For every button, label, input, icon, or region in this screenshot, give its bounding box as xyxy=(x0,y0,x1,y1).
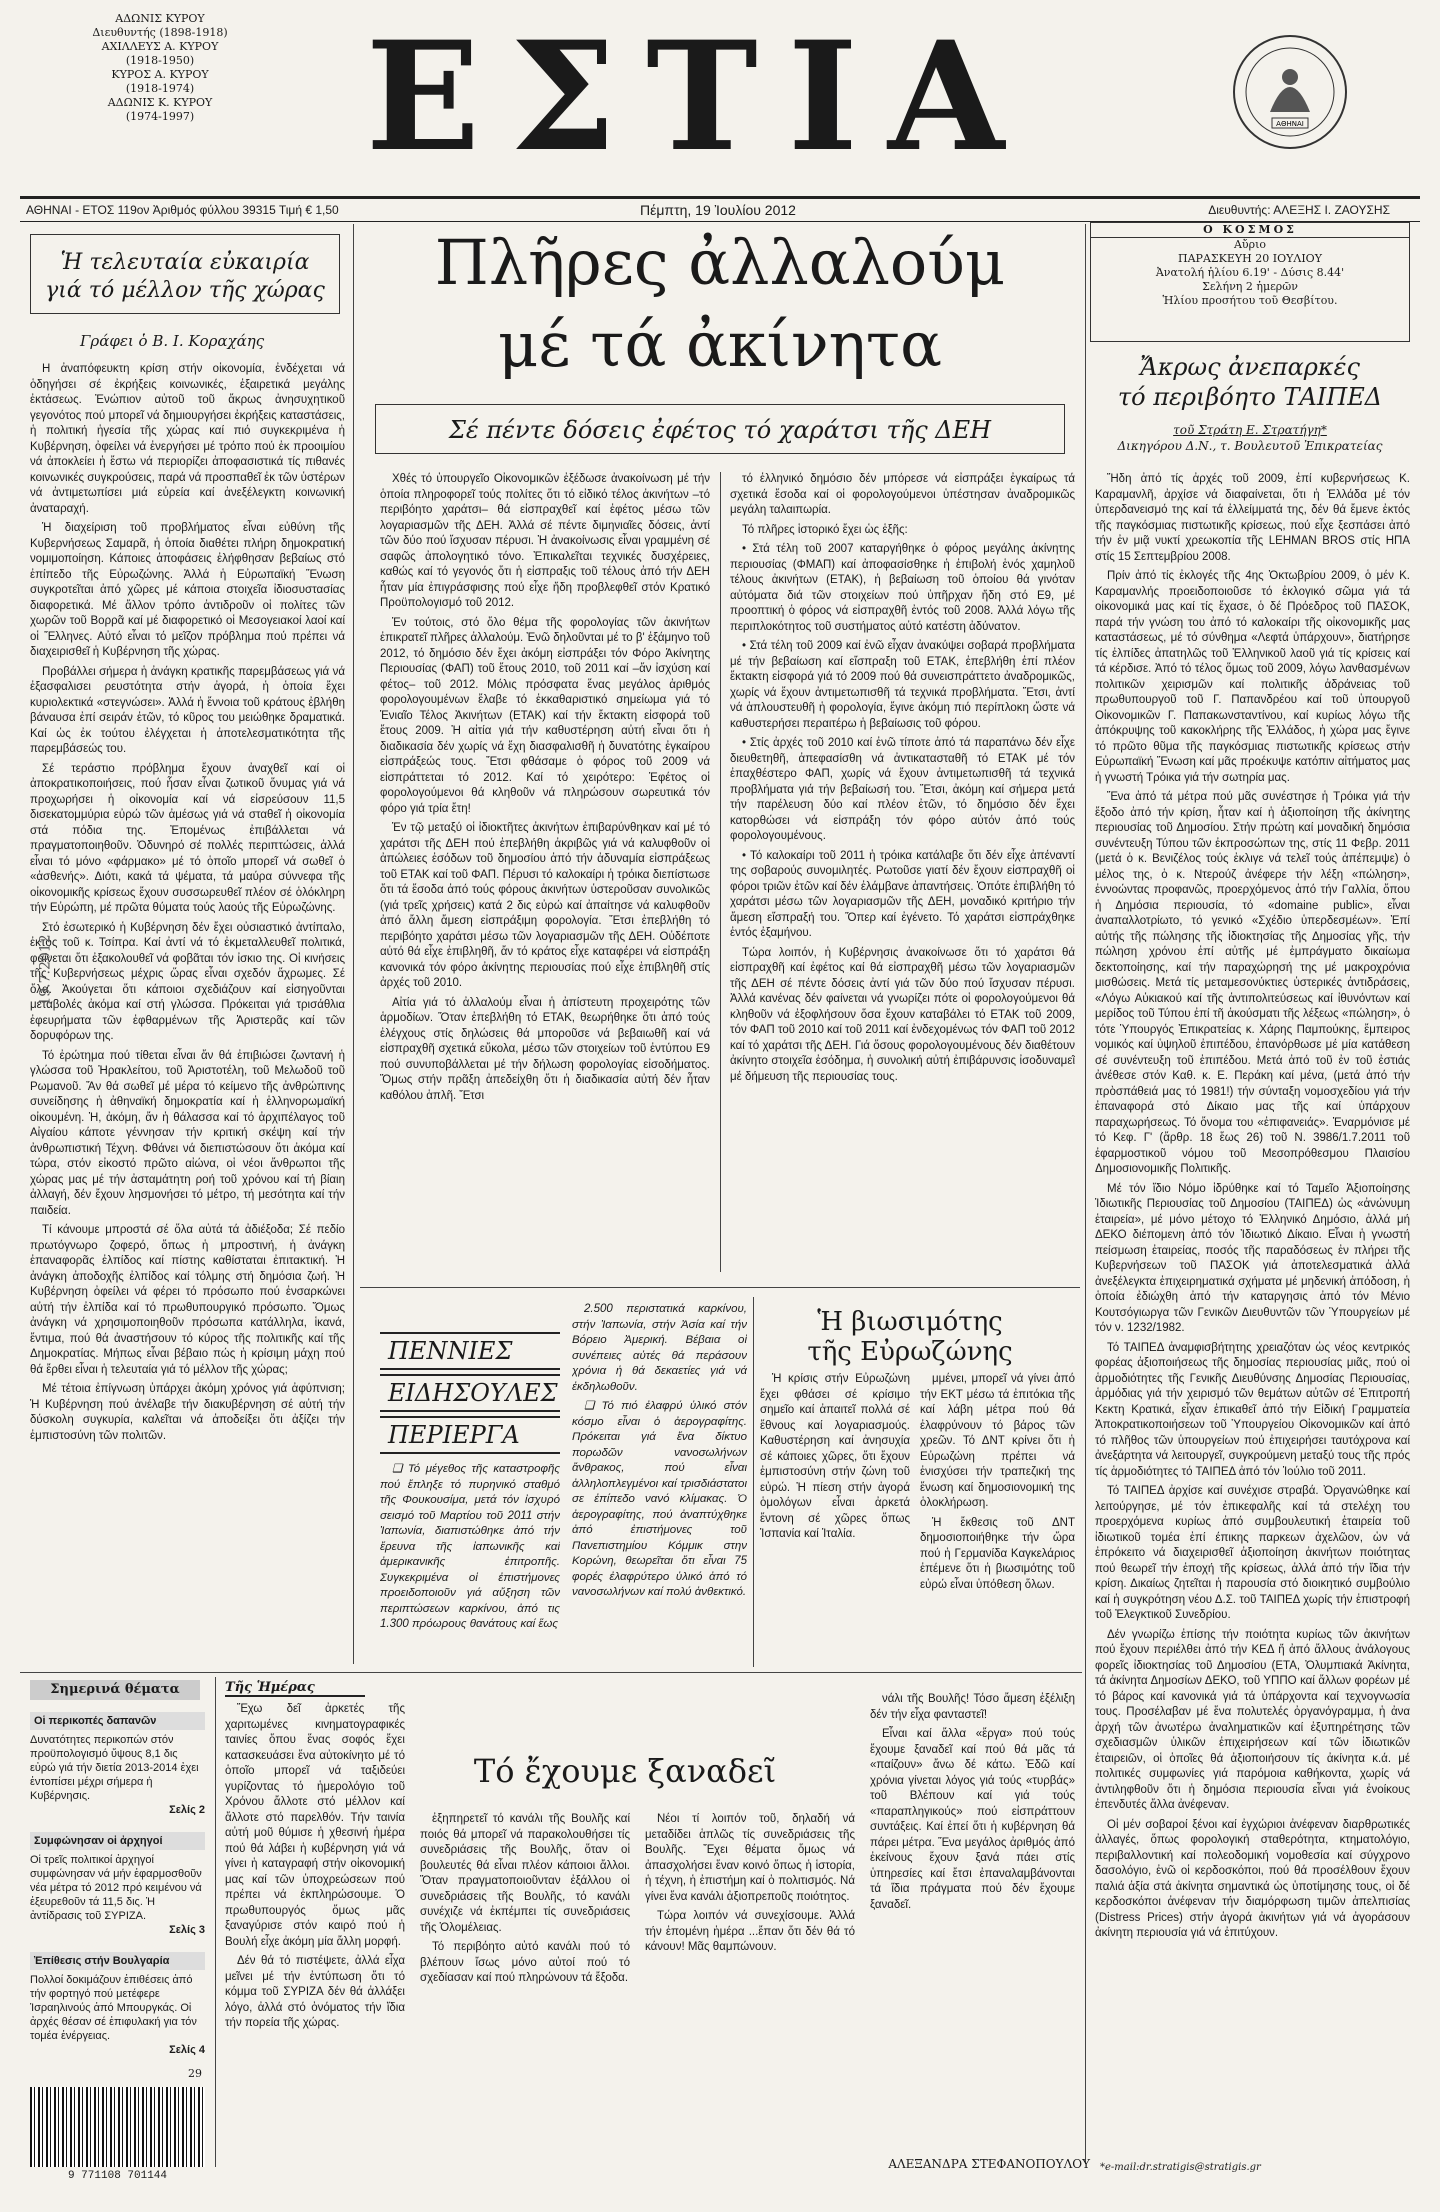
left-article-byline: Γράφει ὁ Β. Ι. Κοραχάης xyxy=(80,332,265,350)
main-subhead: Σέ πέντε δόσεις ἐφέτος τό χαράτσι τῆς ΔΕΗ xyxy=(375,404,1065,454)
paragraph: Χθές τό ὑπουργεῖο Οἰκονομικῶν ἐξέδωσε ἀνακοίνωση μέ τήν ὁποία πληροφορεῖ τούς πολίτες ὅτι τό εἰδικό τέλος ἀκινήτων –τό περιβόητο χαράτσι– θά εἰσπραχθεῖ καί ἐφέτος μέσω τῶν λογαριασμῶν τῆς ΔΕΗ. Ἀλλά σέ πέντε διμηνιαῖες δόσεις, ἀντί τῶν δύο πού ἴσχυσαν πέρυσι. Ἡ ἀνακοίνωσις εἶναι γραμμένη σέ σαφῶς ἀπολογητικό τόνο. Ἐπικαλεῖται τεχνικές δυσχέρειες, καθώς καί τό γεγονός ὅτι ἡ εἰσπραξις τοῦ τέλους ἀπό τήν ΔΕΗ ἦταν μία ἐπιγράσφισης πού εἶχε ἤδη προβλεφθεῖ στόν Κρατικό Προϋπολογισμό τοῦ 2012. xyxy=(380,473,710,609)
founder-line: ΑΧΙΛΛΕΥΣ Α. ΚΥΡΟΥ xyxy=(101,40,219,53)
side-date: 19.7.2012 xyxy=(37,934,54,1006)
right-article-headline xyxy=(1090,352,1410,412)
headline-line: Ἡ τελευταία εὐκαιρία xyxy=(60,250,310,275)
paragraph: • Τό καλοκαίρι τοῦ 2011 ἡ τρόικα κατάλαβε ὅτι δέν εἶχε ἀπέναντί της σοβαρούς συνομιλητές. Ρωτοῦσε γιατί δέν ἔχουν εἰσπραχθῆ οἱ φόροι τριῶν ἐτῶν καί δέν ἐλάμβανε ἀπαντήσεις. Ὁπότε ἐπιβλήθη τό χαράτσι μέσω τῶν λογαριασμῶν τῆς ΔΕΗ, μοναδικό κριτήριο τήν ἄμεση εἴσπραξή του. Ὅπερ καί ἐγένετο. Τό χαράτσι εἰσπράχθηκε ἐντός ἐξαμήνου. xyxy=(730,849,1075,939)
paragraph: Ἡ διαχείριση τοῦ προβλήματος εἶναι εὐθύνη τῆς Κυβερνήσεως Σαμαρᾶ, ἡ ὁποία διαθέτει πλήρη δημοκρατική νομιμοποίηση. Κάποιες ἀποφάσεις ἐλήφθησαν βεβαίως στό ἐπίπεδο τῆς Εὐρωζώνης. Ἀλλά ἡ Εὐρωπαϊκή Ἕνωση συγκροτεῖται ἀπό χῶρες μέ κάποια στοιχεῖα ἰδιοσυστασίας διαφορετικά. Μέ ἄλλον τρόπο ἀντιδροῦν οἱ πολίτες τῶν χωρῶν τοῦ Βορρᾶ καί μέ διαφορετικό οἱ Μεσογειακοί λαοί καί οἱ Ἕλληνες. Αὐτό εἶναι τό μεῖζον πρόβλημα πού πρέπει νά διαχειρισθεῖ ἡ Κυβέρνηση τῆς χώρας. xyxy=(30,522,345,658)
column-divider xyxy=(353,224,354,1664)
issue-number: 29 xyxy=(188,2067,202,2080)
newspaper-page xyxy=(20,9,1420,2182)
main-headline xyxy=(360,222,1080,386)
almanac-line: Ἀνατολή ἡλίου 6.19' - Δύσις 8.44' xyxy=(1155,266,1345,279)
author-name: τοῦ Στράτη Ε. Στρατήγη* xyxy=(1173,423,1327,437)
headline-line: γιά τό μέλλον τῆς χώρας xyxy=(45,278,325,303)
topic-text: Πολλοί δοκιμάζουν ἐπιθέσεις ἀπό τήν φορτηγό πού μετέφερε Ἰσραηλινούς ἀπό Μπουργκάς. Οἱ ἀρχές θέσαν σέ ἐπιφυλακή για τόν τομέα ἐνέργειας. xyxy=(30,1974,197,2042)
seal-label: ΑΘΗΝΑΙ xyxy=(1276,120,1304,128)
paragraph: Ἤδη ἀπό τίς ἀρχές τοῦ 2009, ἐπί κυβερνήσεως Κ. Καραμανλῆ, ἀρχίσε νά διαφαίνεται, ὅτι ἡ Ἑλλάδα μέ τόν ὑπερδανεισμό της καί τά ἐλλείμματά της, δέν θά ἔμενε ἐκτός τῆς παγκόσμιας πιστωτικῆς κρίσεως, πού εἶχε ξεσπάσει ἀπό τήν ἐν μιᾷ νυκτί χρεωκοπία τῆς LEHMAN BROS στίς ΗΠΑ στίς 15 Σεπτεμβρίου 2008. xyxy=(1095,473,1410,563)
paragraph: Τό ΤΑΙΠΕΔ ἀναμφισβήτητης χρειαζόταν ὡς νέος κεντρικός φορέας ἀξιοποιήσεως τῆς δημοσίας περιουσίας μιᾶς, πού οἱ ἁρμοδιότητες τῆς Γενικῆς Διευθύνσης Δημοσίας Περιουσίας, ἁρμόδιας γιά τήν χειρισμό τῶν θεμάτων αὐτῶν σέ Ἐπιτροπή Κεκτη Κρατικά, εἶχαν ἐπικαθεῖ ἀπό τήν Εἰδική Γραμματεία Ἀποκρατικοποιήσεων τοῦ Ὑπουργείου Οἰκονομικῶν καί ἀπό τό πλῆθος τῶν ὑπουργείων πού ἐπιχειρήσει ταυτόχρονα καί ἀνεξάρτητα νά λειτουργεῖ, συγκρούμενη μεταξύ τους τῆς πρός τίς ἁρμοδιότητες τό ΤΑΙΠΕΔ ἀπό τόν Ἰούλιο τοῦ 2011. xyxy=(1095,1341,1410,1478)
right-article-body xyxy=(1095,472,1410,2152)
headline-line: Πλῆρες ἀλλαλούμ xyxy=(434,226,1006,299)
bottom-col4 xyxy=(870,1692,1075,2152)
section-divider xyxy=(360,1287,1080,1288)
left-article-headline xyxy=(30,234,340,314)
pennies-section-title xyxy=(380,1332,560,1458)
paragraph: Σέ τεράστιο πρόβλημα ἔχουν ἀναχθεῖ καί οἱ ἀποκρατικοποιήσεις, πού ἦσαν εἶναι ζωτικοῦ ὅνυμας γιά νά προχωρήσει ἡ οἰκονομία καί νά εἰσρεύσουν 11,5 δισεκατομμύρια εὐρώ τῶν ἀμέσως γιά νά σταθεῖ ἡ οἰκονομία στά πόδια της. Ἐπομένως ἐπιβάλλεται νά πραγματοποιηθοῦν. Ὀδυνηρό σέ πολλές περιπτώσεις, ἀλλά εἶναι τό μόνο «φάρμακο» μέ τό ὁποῖο μπορεῖ νά σωθεῖ ὁ «ἀσθενής». Διότι, κακά τά ψέματα, τά μαύρα σύννεφα τῆς οἰκονομικῆς κρίσεως ἔχουν συσσωρευθεῖ πλέον σέ ὁλόκληρη τήν Εὐρώπη, μέ πρῶτα θύματα τούς λαούς τῆς Εὐρωζώνης. xyxy=(30,762,345,914)
paragraph: • Στά τέλη τοῦ 2009 καί ἐνῶ εἶχαν ἀνακύψει σοβαρά προβλήματα μέ τήν βεβαίωση καί εἴσπραξη τοῦ ΕΤΑΚ, ἐπεβλήθη ἐπί πλέον ἔκτακτη εἰσφορά γιά τό 2009 πού θά συνεισπράττετο ἀναδρομικῶς, χωρίς νά ἔχουν ἀντιμετωπισθῆ τά τεχνικά προβλήματα. Ἔτσι, ἀντί νά ἁπλουστευθῆ ἡ φορολογία, ἔγινε ἀκόμη πιό περίπλοκη ὥστε νά καθυστερήσει περαιτέρω ἡ βεβαίωσις τοῦ φόρου. xyxy=(730,640,1075,730)
paragraph: Δέν γνωρίζω ἐπίσης τήν ποιότητα κυρίως τῶν ἀκινήτων πού ἔχουν περιέλθει ἀπό τήν ΚΕΔ ἤ ἀπό ἄλλους ἀνάλογους φορεῖς ἰδιοκτησίας τοῦ Δημοσίου (ΕΤΑ, Ὀλυμπιακά Ἀκίνητα, τά ἀκίνητα Δημοσίων ΔΕΚΟ, τοῦ ΥΠΠΟ καί ἄλλων φορέων μέ τό βάρος καί κανονικά γιά τά ὑπάρχοντα καί τεχνογνωσία τους. Προσέλαβαν μέ ἕνα πολυτελές ὀργανόγραμμα, ἡ ἀνα ἀρχή τῶν ἀνωτέρω ἀναληματικῶν καί ἐξυπηρέτησης τῶν σχεδιασμῶν ὑλικῶν ἐπιχειρήσεων καί τῶν ἰδιωτικῶν ἐταιρειῶν, οἱ ὁποῖες θά ἀξιοποιήσουν τίς ἀκίνητα κ.ά. μέ πολιτικές συμφωνίες γιά παρόμοια καθήκοντα, χωρίς νά ἀντιληφθοῦν ὅτι ἡ δημόσια περιουσία εἶναι γιά ἐνοίκους ἐπενδυτές ἄλλα ἀνέφεναν. xyxy=(1095,1628,1410,1811)
issue-info: ΑΘΗΝΑΙ - ΕΤΟΣ 119ον Ἀριθμός φύλλου 39315 Τιμή € 1,50 xyxy=(26,203,339,217)
paragraph: Τό περιβόητο αὐτό κανάλι πού τό βλέπουν ἴσως μόνο αὐτοί πού τό σχεδίασαν καί πού πληρώνουν τά ἔξοδα. xyxy=(420,1941,630,1984)
column-divider xyxy=(1085,224,1086,2164)
author-email: *e-mail:dr.stratigis@stratigis.gr xyxy=(1100,2162,1261,2173)
paragraph: • Στίς ἀρχές τοῦ 2010 καί ἐνῶ τίποτε ἀπό τά παραπάνω δέν εἶχε διευθετηθῆ, ἀπεφασίσθη νά ἀντικατασταθῆ τό ΕΤΑΚ μέ τόν ἐπαχθέστερο ΦΑΠ, χωρίς νά ἔχουν ἀντιμετωπισθῆ τά τεχνικά προβλήματα γιά τήν βεβαίωσή του. Ἔτσι, ἀκόμη καί σήμερα μετά τήν παρέλευση δύο καί πλέον ἐτῶν, τό δημόσιο δέν ἔχει κατορθώσει νά εἰσπράξη τόν φόρο αὐτόν ἀπό τούς φορολογουμένους. xyxy=(730,737,1075,842)
headline-line: μέ τά ἀκίνητα xyxy=(498,308,942,381)
topic-category: Ἐπίθεσις στήν Βουλγαρία xyxy=(30,1952,205,1970)
almanac-line: Αὔριο xyxy=(1233,238,1267,251)
column-divider xyxy=(215,1677,216,2167)
paragraph: Μέ τόν ἴδιο Νόμο ἱδρύθηκε καί τό Ταμεῖο Ἀξιοποίησης Ἰδιωτικῆς Περιουσίας τοῦ Δημοσίου (ΤΑΙΠΕΔ) ὡς «ἀνώνυμη ἑταιρεία», μέ μόνο μέτοχο τό Ἑλληνικό Δημόσιο, ἀλλά μή ΔΕΚΟ διέπομενη ἀπό τόν Ἰδιωτικό Δίκαιο. Εἶναι ἡ γνωστή πείσμωση ἐταιρείας, ποσός τῆς παραδόσεως ἐν πλήρει τῆς Κυβερνήσεων τοῦ ΠΑΣΟΚ γιά ἀποτελεσματικά ἀλλά ἀνεξέλεγκτα ἐπιχειρηματικά σχήματα μέ μηδενική ἀπόδοση, ἡ ὁποία ἐδιώχθη ἀπό τήν καταργησις ἀπό τόν Μένιο Κουτσόγιωργα τῶν Γενικῶν Διευθυντῶν τῶν Ὑπουργείων μέ τόν ν. 1232/1982. xyxy=(1095,1182,1410,1334)
paragraph: Εἶναι καί ἄλλα «ἔργα» πού τούς ἔχουμε ξαναδεῖ καί πού θά μᾶς τά «παίζουν» ἄνω δέ κάτω. Ἐδῶ καί χρόνια γίνεται λόγος γιά τούς «τυρβάς» τοῦ Βλέπουν καί γιά τούς «παραπληγικούς» πού εἰσπράττουν συντάξεις. Καί ἐπεί ὅτι ἡ κυβέρνηση θά πάρει μέτρα. Ἕνα μεγάλος ἀριθμός ἀπό ἐκείνους ἔχουν ξανά πάει στίς ὑπηρεσίες καί ἔτσι ἐπαναλαμβάνονται τά ἴδια πράγματα πού δέν ἔχουμε ξαναδεῖ. xyxy=(870,1728,1075,1911)
topic-category: Οἱ περικοπές δαπανῶν xyxy=(30,1712,205,1730)
founders-list xyxy=(60,12,260,124)
paragraph: Τώρα λοιπόν νά συνεχίσουμε. Ἀλλά τήν ἑπομένη ἡμέρα ...ἔπαν ὅτι δέν θά τό κάνουν! Μᾶς θαμπώνουν. xyxy=(645,1910,855,1953)
founder-line: (1974-1997) xyxy=(125,110,195,123)
pennies-col1 xyxy=(380,1462,560,1662)
paragraph: Δέν θά τό πιστέψετε, ἀλλά εἶχα μεῖνει μέ τήν ἐντύπωση ὅτι τό κόμμα τοῦ ΣΥΡΙΖΑ δέν θά ἀλλάξει λόγο, ἀλλά στό ὀνόματος τήν ἴδια τήν πορεία τῆς χώρας. xyxy=(225,1955,405,2029)
topic-text: Οἱ τρεῖς πολιτικοί ἀρχηγοί συμφώνησαν νά μήν ἐφαρμοσθοῦν νέα μέτρα τό 2012 πρό κειμένου νά ἐξευρεθοῦν τά 11,5 δις. Ἡ ἀντίδρασις τοῦ ΣΥΡΙΖΑ. xyxy=(30,1854,202,1922)
bottom-col1 xyxy=(225,1702,405,2152)
founder-line: ΑΔΩΝΙΣ Κ. ΚΥΡΟΥ xyxy=(107,96,213,109)
founder-line: ΑΔΩΝΙΣ ΚΥΡΟΥ xyxy=(115,12,205,25)
topic-item[interactable] xyxy=(30,1832,205,1937)
paragraph: Τό ΤΑΙΠΕΔ ἀρχίσε καί συνέχισε στραβά. Ὀργανώθηκε καί λειτούργησε, μέ τόν ἐπικεφαλῆς καί τά στελέχη του προερχόμενα κυρίως ἀπό συμβουλευτική ἑταιρεία τοῦ ἰδιωτικοῦ τομέα ἐπί έπικης παρκεων ἀχελῶον, ὡν νά ἐπρόκειτο νά διαχειρισθεῖ ἀξιοποίηση ἀκινήτων ποιότητας πού θεωρεῖ τήν ἐποχή τῆς κρίσεως, ἀλλά ἀπό τήν ἴδια τήν κρίση. Δικαίως ζητεῖται ἡ παρουσία στό διοικητικό συμβούλιο καί ἡ συγκρότηση νέου Δ.Σ. τοῦ ΤΑΙΠΕΔ χωρίς τήν ἐπιστροφή τοῦ Ἐλεγκτικοῦ Συνεδρίου. xyxy=(1095,1485,1410,1621)
bottom-col2 xyxy=(420,1812,630,2152)
eurozone-headline xyxy=(760,1307,1060,1367)
headline-line: Ἄκρως ἀνεπαρκές xyxy=(1140,353,1360,381)
topic-page: Σελίς 2 xyxy=(169,1804,205,1816)
topic-text: Δυνατότητες περικοπών στόν προϋπολογισμό ὕψους 8,1 δις εὐρώ γιά τήν διετία 2013-2014 ἐχει ἐντοπίσει μέχρι σήμερα ἡ Κυβέρνησις. xyxy=(30,1734,199,1802)
almanac-title: Ο ΚΟΣΜΟΣ xyxy=(1091,223,1409,238)
topic-page: Σελίς 3 xyxy=(169,1924,205,1936)
athens-seal-icon xyxy=(1230,32,1350,152)
paragraph: Ἐν τούτοις, στό ὅλο θέμα τῆς φορολογίας τῶν ἀκινήτων ἐπικρατεῖ πλῆρες ἀλλαλούμ. Ἐνῶ δηλοῦνται μέ το β' ἑξάμηνο τοῦ 2012, τό δημόσιο δέν ἔχει ἀκόμη εἰσπράξει τόν Φόρο Ἀκίνητης Περιουσίας (ΦΑΠ) τοῦ ἔτους 2010, τοῦ 2011 καί –ἄν ἰσχύση καί φέτος– τοῦ 2012. Μόλις πρόσφατα ἕνας μεγάλος ἀριθμός φορολογουμένων ἔλαβε τό ἐκκαθαριστικό σημείωμα γιά τό Ἑνιαῖο Τέλος Ἀκινήτων (ΕΤΑΚ) καί τήν ἔκτακτη εἰσφορά τοῦ ἔτους 2009. Ἡ αἰτία γιά τήν καθυστέρηση αὐτή εἶναι ὅτι ἡ διαδικασία δέν χωρίς νά ἔχη διασφαλισθῆ ἡ δυνατότης ἐγκαίρου εἰσπράξεώς τους. Ἔτσι φθάσαμε ὁ φόρος τοῦ 2009 νά εἰσπράττεται τό 2012. Καί τό χειρότερο: Ἐφέτος οἱ φορολογούμενοι θά κληθοῦν νά πληρώσουν σωρευτικά τόν φόρο γιά τρία ἔτη! xyxy=(380,616,710,815)
author-title: Δικηγόρου Δ.Ν., τ. Βουλευτοῦ Ἐπικρατείας xyxy=(1117,439,1383,453)
almanac-line: Σελήνη 2 ἡμερῶν xyxy=(1202,280,1298,293)
paragraph: • Στά τέλη τοῦ 2007 καταργήθηκε ὁ φόρος μεγάλης ἀκίνητης περιουσίας (ΦΜΑΠ) καί ἀποφασίσθηκε ἡ ἐπιβολή ἑνός χαμηλοῦ τέλους ἀκινήτων (ΕΤΑΚ), ἡ βεβαίωση τοῦ ὁποίου θά γινόταν αὐτόματα διά τῶν στοιχείων πού ὑπῆρχαν ἤδη στό Ε9, μέ προοπτική ὁ φόρος νά εἰσπραχθῆ ἐντός τοῦ 2008. Ἀλλά λόγω τῆς περιπλοκότητος τοῦ συστήματος αὐτό κατέστη ἀδύνατον. xyxy=(730,543,1075,633)
paragraph: Ἡ κρίσις στήν Εὐρωζώνη ἔχει φθάσει σέ κρίσιμο σημεῖο καί ἀπαιτεῖ πολλά σέ ἔθνους καί λογαριασμούς. Καθυστέρηση καί ἀνησυχία σέ κάποιες χῶρες, ὅτι ἔχουν ἐμπιστοσύνη στήν ζώνη τοῦ εὐρώ. Ἡ πίεση στήν ἀγορά ὁμολόγων εἶναι ἀρκετά ἔντονη σέ χῶρες ὅπως Ἰσπανία καί Ἰταλία. xyxy=(760,1373,910,1540)
article-signature: ΑΛΕΞΑΝΔΡΑ ΣΤΕΦΑΝΟΠΟΥΛΟΥ xyxy=(888,2157,1090,2171)
barcode-number: 9 771108 701144 xyxy=(67,2170,168,2182)
paragraph: Νέοι τί λοιπόν τοῦ, δηλαδή νά μεταδίδει ἁπλῶς τίς συνεδριάσεις τῆς Βουλῆς. Ἔχει θέματα ὅμως νά ἀπασχολήσει ἕναν κοινό ὅπως ἡ ἱστορία, ἡ τέχνη, ἡ ἐπιστήμη καί ὁ πολιτισμός. Νά γίνει ἕνα κανάλι ἀξιοπρεποῦς ποιότητος. xyxy=(645,1813,855,1903)
bottom-col3 xyxy=(645,1812,855,2152)
almanac-line: Ἡλίου προσήτου τοῦ Θεσβίτου. xyxy=(1162,294,1338,307)
info-bar xyxy=(20,196,1420,222)
column-divider xyxy=(720,472,721,1272)
column-tag: Τῆς Ἡμέρας xyxy=(225,1680,365,1697)
main-article-col2 xyxy=(730,472,1075,1272)
title-line: ΠΕΡΙΕΡΓΑ xyxy=(380,1416,560,1454)
paragraph: Τί κάνουμε μπροστά σέ ὅλα αὐτά τά ἀδιέξοδα; Σέ πεδίο πρωτόγνωρο ζοφερό, ὅπως ἡ μπροστινή, ἡ ἀνάγκη ἐπαναφορᾶς ἐλπίδος καί πίστης καθίσταται ἐπιτακτική. Ἡ ἀνάγκη ἀποδοχῆς ἐλπίδος καί τόλμης στή δημόσια ζωή. Ἡ Κυβέρνηση ὀφείλει νά φέρει τό πρόσωπο πού ἐνσαρκώνει αὐτή τήν ἐλπίδα καί τό πρωθυπουργικό πρόσωπο. Ὅμως ἀνάγκη νά χρησιμοποιηθοῦν πρόσωπα κατάλληλα, ἱκανά, ἔντιμα, πού θά ἀναστήσουν τό κύρος τῆς πολιτικῆς καί τῆς Δημοκρατίας. Μήπως εἶναι βέβαιο πώς ἡ κρίσιμη μάχη πού θά ἔρθει εἶναι ἡ τελευταία γιά τό μέλλον τῆς χώρας; xyxy=(30,1224,345,1376)
paragraph: 2.500 περιστατικά καρκίνου, στήν Ἰαπωνία, στήν Ἀσία καί τήν Βόρειο Ἀμερική. Βέβαια οἱ συνέπειες αὐτές θά περάσουν χρόνια ἡ θά δεκαετίες γιά νά ἐκδηλωθοῦν. xyxy=(572,1303,747,1393)
column-divider xyxy=(753,1297,754,1667)
todays-topics-title: Σημερινά θέματα xyxy=(30,1680,200,1700)
eurozone-col2 xyxy=(920,1372,1075,1662)
left-article-body xyxy=(30,362,345,1662)
paragraph: Τό πλῆρες ἱστορικό ἔχει ὡς ἑξῆς: xyxy=(742,523,908,536)
paragraph: Τώρα λοιπόν, ἡ Κυβέρνησις ἀνακοίνωσε ὅτι τό χαράτσι θά εἰσπραχθῆ καί ἐφέτος καί θά εἰσπραχθῆ μέσω τῶν λογαριασμῶν τῆς ΔΕΗ σέ πέντε δόσεις ἀντί γιά τῶν δύο πού ἴσχυσαν πέρυσι. Ἀλλά κανένας δέν φαίνεται νά γνωρίζει πότε οἱ φορολογούμενοι θά κληθοῦν νά ἐξοφλήσουν ὅσα ἔχουν καταβάλει τό ΕΤΑΚ τοῦ 2009, τόν ΦΑΠ τοῦ 2010 καί τοῦ 2011 καί ἐνδεχομένως τόν ΦΑΠ τοῦ 2012 καί τό χαράτσι τῆς ΔΕΗ. Γιά ὅσους φορολογουμένους δέν διαθέτουν ἀκίνητο στοιχεῖα ἐσόδημα, ἡ συνολική αὐτή ἐπιβάρυνσις ἰσοδυναμεῖ μέ δήμευση τῆς περιουσίας τους. xyxy=(730,946,1075,1083)
paragraph: νάλι τῆς Βουλῆς! Τόσο ἄμεση ἐξέλιξη δέν τήν εἶχα φανταστεῖ! xyxy=(870,1693,1075,1721)
issue-date: Πέμπτη, 19 Ἰουλίου 2012 xyxy=(640,202,796,218)
topic-category: Συμφώνησαν οἱ ἀρχηγοί xyxy=(30,1832,205,1850)
main-article-col1 xyxy=(380,472,710,1272)
paragraph: ❑ Τό μέγεθος τῆς καταστροφῆς πού ἔπληξε τό πυρηνικό σταθμό τῆς Φουκουσίμα, μετά τόν ἰσχυρό σεισμό τοῦ Μαρτίου τοῦ 2011 στήν Ἰαπωνία, διαπιστώθηκε ἀπό τήν ἔρευνα τῆς ἰαπωνικῆς καί ἀμερικανικῆς ἐπιτροπῆς. Συγκεκριμένα οἱ ἐπιστήμονες προειδοποιοῦν γιά αὔξηση τῶν περιπτώσεων καρκίνου, ἀπό τις 1.300 πρόωρους θανάτους καί ἕως xyxy=(380,1463,560,1630)
headline-line: τῆς Εὐρωζώνης xyxy=(807,1337,1013,1367)
paragraph: Ἕνα ἀπό τά μέτρα πού μᾶς συνέστησε ἡ Τρόικα γιά τήν ἔξοδο ἀπό τήν κρίση, ἦταν καί ἡ ἀξιοποίηση τῆς ἀκίνητης περιουσίας τοῦ Δημοσίου. Στήν πρώτη καί μοναδική δημόσια συνέντευξη Τύπου τῶν ἐκπροσώπων της, στίς 11 Φεβρ. 2011 (μετά ὁ κ. Βενιζέλος τούς ἐκλιγε νά τελεῖ τούς ἀπέπεμψε) ὁ μέλος της, ὁ κ. Ντερούζ ἀνέφερε τήν λέξη «πώληση», ἐννοώντας προφανῶς, προερχόμενος ἀπό τήν Γαλλία, ὅπου ἡ Δημόσια περιουσία, τό «domaine public», εἶναι ἀναπαλλοτρίωτο, τό γενικό «Σχέδιο ὑπερδεσμέων». Ἐπί αὐτής τῆς πώλησης τῆς ἰδιοκτησίας τῆς Δημοσίας γῆς, τήν πώληση χρόνου ἐπί αὐτῆς μέ ἐμπράγματο δικαίωμα δεκτοποίησης, καί τήν παραχώρησή της μέ μακροχρόνια μισθώσεις. Μετά τίς μεταμεσονύκτιες ὑστερικές ἀντιδράσεις, «Λόγω Αὐκιακού καί τῆς ἀντιπολιτεύσεως καί ἰθυνόντων καί μερίδος τοῦ Τύπου ἐπί τῆ ἀκούσματι τῆς λέξεως «πώληση», ὁ τότε Ὑπουργός Ἐπικρατείας κ. Χάρης Παμπούκης, ἔμπειρος νομικός καί ὑψηλοῦ ἐπιπέδου, ἐπανόρθωσε μέ μία κατάθεση σέ συνέντευξη τοῦ ἐπιπέδου. Μετά ἀπό τοῦ ἐν τοῦ ἐστιάς ἀνέθεσε στόν Καθ. κ. Ε. Περάκη καί μένα, (μετά ἀπό τήν πρὸσπάθειά μας τό 1981!) τήν σύνταξη νομοσχεδίου γιά τήν ἐπαναφορά στό Δίκαιο μας τῆς καί ὑπάρχουν παραχωρήσεως. Τό ὄνομα του «ἐπιφανειάς». Ἐναρμόνισε μέ τό Κεφ. Γ' (ἄρθρ. 18 ἕως 26) τοῦ Ν. 3986/1.7.2011 τοῦ ἐφαρμοστικοῦ νόμου τοῦ Μεσοπρόθεσμου Πλαισίου Δημοσιονομικῆς Πολιτικῆς. xyxy=(1095,791,1410,1175)
paragraph: Στό ἐσωτερικό ἡ Κυβέρνηση δέν ἔχει οὐσιαστικό ἀντίπαλο, ἐκτός τοῦ κ. Τσίπρα. Καί ἀντί νά τό ἐκμεταλλευθεῖ πολιτικά, φαίνεται ὅτι ἐξακολουθεῖ νά φοβᾶται τόν ἰσκιο της. Οἱ κινήσεις τῆς Κυβερνήσεως μέχρις ὥρας εἶναι σχεδόν ἄχρωμες. Σέ ὅλα. Ἀκούγεται ὅτι κάποιοι σχεδιάζουν καί εἰσηγοῦνται μεταβολές ἀκόμα καί στή γλώσσα. Πρόκειται γιά τρισάθλια ἐφευρήματα τῶν ἐφθαρμένων τῆς Ἀριστερᾶς καί τῶν δορυφόρων της. xyxy=(30,921,345,1042)
paragraph: Τό ἐρώτημα πού τίθεται εἶναι ἄν θά ἐπιβιώσει ζωντανή ἡ γλώσσα τοῦ Ἡρακλείτου, τοῦ Ἀριστοτέλη, τοῦ Μελωδοῦ τοῦ Ρωμανοῦ. Ἄν θά σωθεῖ μέ μέρα τό κείμενο τῆς ἀνθρώπινης συνείδησης ἡ ἀθηναϊκή δημοκρατία καί ἡ ἑλληνορωμαϊκή οἰκουμένη. Ἡ, ἀκόμη, ἄν ἡ θάλασσα καί τό ἀρχιπέλαγος τοῦ Αἰγαίου κάποτε γέννησαν τήν κριτική σκέψη καί τήν ἀνθρωπιστική Τέχνη. Φθάνει νά διεπιστώσουν ὅτι ἀκόμα καί τώρα, στόν εἰκοστό πρῶτο αἰώνα, οἱ νέοι ἄνθρωποι τῆς χώρας μας μέ τήν ἀσταμάτητη ροή τοῦ χρόνου καί τή βίαιη ἀλλαγή, δέν ἔχουν λησμονήσει τό μέτρο, τή μεσότητα καί τήν παιδεία. xyxy=(30,1049,345,1217)
newspaper-title: ΕΣΤΙΑ xyxy=(365,9,1035,185)
right-article-author xyxy=(1090,422,1410,454)
headline-line: Ἡ βιωσιμότης xyxy=(817,1307,1003,1337)
paragraph: Ἐν τῷ μεταξύ οἱ ἰδιοκτῆτες ἀκινήτων ἐπιβαρύνθηκαν καί μέ τό χαράτσι τῆς ΔΕΗ πού ἐπεβλήθη ἀκριβῶς γιά νά καλυφθοῦν οἱ ἀπώλειες ἐσόδων τοῦ δημοσίου ἀπό τήν ἀδυναμία εἰσπράξεως τοῦ ΕΤΑΚ καί τοῦ ΦΑΠ. Πέρυσι τό καλοκαίρι ἡ τρόικα διεπίστωσε ὅτι τά ἔσοδα ἀπό τούς φόρους ἀκινήτων ὑστεροῦσαν συνολικῶς (γιά τρεῖς χρήσεις) κατά 2 δις εὐρώ καί ἀπαίτησε νά καλυφθοῦν ἀπό ἄλλη ἄμεση εἰσπράξιμη φορολογία. Ἔτσι ἐπεβλήθη τό περιβόητο χαράτσι μέσω τῶν λογαριασμῶν τῆς ΔΕΗ. Οὐδέποτε αὐτό θά εἶχε ἐπιβληθῆ, ἄν τό κράτος εἶχε καταφέρει νά εἰσπράξη κανονικά τόν φόρο ἀκίνητης περιουσίας πού εἶχε ἐπιβληθῆ στίς ἀρχές τοῦ 2010. xyxy=(380,822,710,989)
founder-line: (1918-1974) xyxy=(125,82,195,95)
almanac-line: ΠΑΡΑΣΚΕΥΗ 20 ΙΟΥΛΙΟΥ xyxy=(1178,252,1322,265)
topic-item[interactable] xyxy=(30,1952,205,2057)
eurozone-col1 xyxy=(760,1372,910,1662)
section-divider xyxy=(20,1672,1082,1673)
barcode xyxy=(30,2087,205,2167)
pennies-col2 xyxy=(572,1302,747,1662)
paragraph: Ἡ ἔκθεσις τοῦ ΔΝΤ δημοσιοποιήθηκε τήν ὥρα πού ἡ Γερμανίδα Καγκελάριος ἐπέμενε ὅτι ἡ βιωσιμότης τοῦ εὐρώ εἶναι ὑπόθεση ὅλων. xyxy=(920,1516,1075,1591)
paragraph: Μέ τέτοια ἐπίγνωση ὑπάρχει ἀκόμη χρόνος γιά ἀφύπνιση; Ἡ Κυβέρνηση πού ἀνέλαβε τήν διακυβέρνηση σέ αὐτή τήν δύσκολη συγκυρία, καλεῖται νά ἀποδείξει ὅτι ἀξίζει τήν ἐμπιστοσύνη τῶν πολιτῶν. xyxy=(30,1383,345,1442)
paragraph: Αἰτία γιά τό ἀλλαλούμ εἶναι ἡ ἀπίστευτη προχειρότης τῶν ἁρμοδίων. Ὅταν ἐπεβλήθη τό ΕΤΑΚ, θεωρήθηκε ὅτι ἀπό τούς ἐλέγχους στίς δηλώσεις θά μποροῦσε νά βεβαιωθῆ καί νά εἰσπραχθῆ σχετικά εὔκολα, μέσω τῶν στοιχείων τοῦ ἐντύπου Ε9 πού συνυποβάλλεται μέ τήν δήλωση φορολογίας εἰσοδήματος. Ὅμως στήν πρᾶξη ἀπεδείχθη ὅτι ἡ διαδικασία αὐτή δέν ἦταν καθόλου ἁπλῆ. Ἔτσι xyxy=(380,996,710,1102)
paragraph: μμένει, μπορεῖ νά γίνει ἀπό τήν ΕΚΤ μέσω τά ἐπιτόκια τῆς καί λάβη μέτρα πού θά ἐλαφρύνουν τό βάρος τῶν χρεῶν. Τό ΔΝΤ κρίνει ὅτι ἡ Εὐρωζώνη πρέπει νά ἐνισχύσει τήν τραπεζική της ἕνωση καί δημοσιονομική της ὁλοκλήρωση. xyxy=(920,1373,1075,1509)
founder-line: ΚΥΡΟΣ Α. ΚΥΡΟΥ xyxy=(111,68,209,81)
paragraph: ἐξηπηρετεῖ τό κανάλι τῆς Βουλῆς καί ποιός θά μπορεῖ νά παρακολουθήσει τίς συνεδριάσεις τῆς Βουλῆς, ὅταν οἱ βουλευτές θά εἶναι πλέον κάποιοι ἄλλοι. Ὅταν πραγματοποιοῦνταν ἐξάλλου οἱ συνεδριάσεις τῆς Βουλῆς, τό κανάλι συνέχιζε νά ἐκπέμπει τίς συνεδριάσεις τῆς Ὁλομέλειας. xyxy=(420,1813,630,1934)
paragraph: ❑ Τό πιό ἐλαφρύ ὑλικό στόν κόσμο εἶναι ὁ ἀερογραφίτης. Πρόκειται γιά ἕνα δίκτυο πορωδῶν νανοσωλήνων ἄνθρακος, πού εἶναι ἀλληλοπλεγμένοι καί τρισδιάστατοι σε ἐπίπεδο νανό κλίμακας. Ὁ ἀερογραφίτης, πού ἀναπτύχθηκε ἀπό ἐπιστήμονες τοῦ Πανεπιστημίου Κόμμικ στην Κορώνη, θεωρεῖται ὅτι εἶναι 75 φορές ἐλαφρύτερο ὑλικό ἀπό τό νανοσωλήνων καί πολύ ἀνθεκτικό. xyxy=(572,1400,747,1598)
founder-line: Διευθυντής (1898-1918) xyxy=(92,26,228,39)
topic-page: Σελίς 4 xyxy=(169,2044,205,2056)
title-line: ΕΙΔΗΣΟΥΛΕΣ xyxy=(380,1374,560,1412)
paragraph: τό ἑλληνικό δημόσιο δέν μπόρεσε νά εἰσπράξει ἐγκαίρως τά σχετικά ἔσοδα καί οἱ φορολογούμενοι ὑπέστησαν ἀναδρομικῶς μεγάλη ταλαιπωρία. xyxy=(730,473,1075,516)
paragraph: Πρίν ἀπό τίς ἐκλογές τῆς 4ης Ὀκτωβρίου 2009, ὁ μέν Κ. Καραμανλής προειδοποιοῦσε τό ἐκλογικό σῶμα γιά τά οἰκονομικά μας καί τίς ἔχασε, ὁ δέ Πρόεδρος τοῦ ΠΑΣΟΚ, παρά τήν γνώση του ἀπό τό καλοκαίρι τῆς οἰκονομικῆς μας καταστάσεως, μέ τό σύνθημα «Λεφτά ὑπάρχουν», διατήρησε τίς ἐλπίδες ἀπατηλῶς τοῦ Ἑλληνικοῦ λαοῦ γιά τίς κρίσεις καί τά κέρδισε. Ἀπό τό τέλος ὅμως τοῦ 2009, λόγω λανθασμένων πολιτικῶν χειρισμῶν καί πολιτικῆς ἀδράνειας τοῦ πρωθυπουργοῦ τοῦ Γ. Παπανδρέου καί τοῦ ὑπουργοῦ Οἰκονομικῶν Γ. Παπακωνσταντίνου, καί κυρίως λόγω τῆς ἀπόκρυψης τοῦ κακοκλήρης τῆς Ἑλλάδος, ἡ χώρα μας ἔγινε τό πρῶτο θῦμα τῆς παγκόσμιας πιστωτικῆς κρίσεως στήν Εὐρωπαϊκή Ἕνωση καί μᾶς προέκυψε κατόπιν αἰτήματος μας ἡ γνωστή Τρόικα γιά τήν σωτηρία μας. xyxy=(1095,570,1410,784)
paragraph: Προβάλλει σήμερα ἡ ἀνάγκη κρατικῆς παρεμβάσεως γιά νά ἐξασφαλισει ρευστότητα στήν ἀγορά, ἡ ὁποία ἔχει κυριολεκτικά «στεγνώσει». Ἀλλά ἡ ἔννοια τοῦ κράτους ἐβλήθη βάναυσα ἐπί σειράν ἐτῶν, τό κῦρος του μειώθηκε δραματικά. Καί ὡς ἐκ τούτου ἐλέγχεται ἡ ἀποτελεσματικότητα τῆς παρεμβάσεώς του. xyxy=(30,665,345,755)
bottom-headline: Τό ἔχουμε ξαναδεῖ xyxy=(473,1752,777,1790)
founder-line: (1918-1950) xyxy=(125,54,195,67)
paragraph: Οἱ μέν σοβαροί ξένοι καί ἐγχώριοι ἀνέφεναν διαρθρωτικές ἀλλαγές, ὅπως φορολογική σταθερότητα, κτηματολόγιο, περιβαλλοντική καί πολεοδομική νομοθεσία καί σύγχρονο δασολόγιο, ἐνῶ οἱ κερδοσκόποι, πού θά προσέλθουν ἔχουν παλιά ἀξία στά ἀκίνητα σημαντικά ὡς ὑποτίμησης τους, οἱ δέ κερδοσκόποι ἀνέφεναν τήν διαμόρφωση τιμῶν ἀπελπισίας (Distress Prices) στήν ἀγορά ἀκινήτων γιά νά ἀγοράσουν ἀκίνητη περιουσία γιά νά ἐπιτύχουν. xyxy=(1095,1818,1410,1939)
paragraph: Ἔχω δεῖ ἀρκετές τῆς χαριτωμένες κινηματογραφικές ταινίες ὅπου ἕνας σοφός ἔχει κατασκευάσει ἕνα αὐτοκίνητο μέ τό ὁποῖο μπορεῖ νά ταξιδεύει γυρίζοντας τό ἡμερολόγιο τοῦ Χρόνου ἄλλοτε στό μέλλον καί ἄλλοτε στό παρελθόν. Τήν ταινία αὐτή μοῦ θύμισε ἡ χθεσινή ἡμέρα πού θά λάβει ἡ κυβέρνηση γιά νά γίνει ἡ καταγραφή στήν οἰκονομική μας καί τῶν ὑποχρεώσεων πού πρέπει νά ἐκπληρώσουμε. Ὁ πρωθυπουργός ὅμως μᾶς ξαναγύρισε στόν καιρό πού ἡ Βουλή εἶχε ἀκόμη μία ἄλλη μορφή. xyxy=(225,1703,405,1948)
headline-line: τό περιβόητο ΤΑΙΠΕΔ xyxy=(1117,383,1383,411)
title-line: ΠΕΝΝΙΕΣ xyxy=(380,1332,560,1370)
director: Διευθυντής: ΑΛΕΞΗΣ Ι. ΖΑΟΥΣΗΣ xyxy=(1208,203,1390,217)
weather-almanac-box xyxy=(1090,222,1410,342)
paragraph: Η ἀναπόφευκτη κρίση στήν οἰκονομία, ἐνδέχεται νά ὁδηγήσει σέ ἐκρήξεις κοινωνικές, ἐξαιρετικά μεγάλης ἐκτάσεως. Ἐνώπιον αὐτοῦ τοῦ ἄκρως ἀνησυχητικοῦ γεγονότος πού μπορεῖ νά δημιουργήσει ἐκρήξεις καταστάσεις, ἡ πολιτική ἡγεσία τῆς χώρας καί πιό συγκεκριμένα ἡ Κυβέρνηση, ὀφείλει νά ἐνεργήσει μέ τρόπο πού ἐκ προοιμίου νά ἀποκλείει ἡ ἔστω νά περιορίζει ἀποφασιστικά τίς πιθανές κοινωνικές συγκρούσεις, παρά νά προσπαθεῖ ἐκ τῶν ὑστέρων νά ἀντιμετωπίσει μιά εὐρεία καί ἀνεξέλεγκτη κοινωνική ἀναταραχή. xyxy=(30,363,345,515)
topic-item[interactable] xyxy=(30,1712,205,1817)
